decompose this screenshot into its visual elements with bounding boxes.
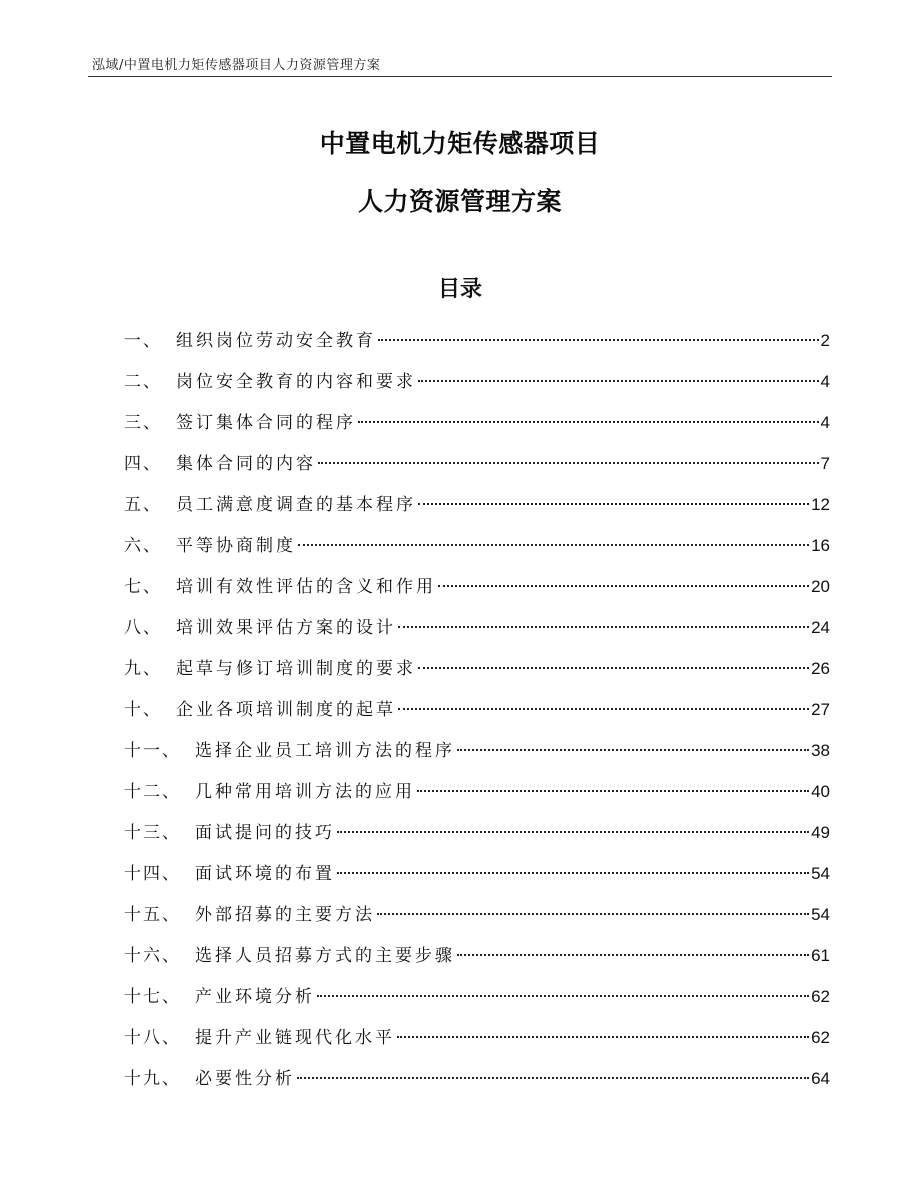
toc-entry-number: 七 <box>124 577 143 597</box>
toc-entry-number: 十三 <box>124 823 162 843</box>
toc-entry[interactable] <box>124 648 830 689</box>
toc-heading: 目录 <box>437 277 482 302</box>
toc-entry-number: 五 <box>124 495 143 515</box>
toc-entry-page: 20 <box>811 577 830 596</box>
toc-entry-separator: 、 <box>162 946 179 966</box>
toc-entry-label: 培训有效性评估的含义和作用 <box>176 577 436 597</box>
toc-entry-label: 面试环境的布置 <box>195 864 335 884</box>
toc-dot-leader <box>378 339 819 341</box>
toc-entry-label: 起草与修订培训制度的要求 <box>176 659 416 679</box>
toc-entry-separator: 、 <box>162 741 179 761</box>
toc-entry-label: 组织岗位劳动安全教育 <box>176 331 376 351</box>
toc-entry-separator: 、 <box>143 700 160 720</box>
toc-entry[interactable] <box>124 566 830 607</box>
toc-entry-label: 外部招募的主要方法 <box>195 905 375 925</box>
toc-entry-label: 提升产业链现代化水平 <box>195 1028 395 1048</box>
toc-entry-number: 二 <box>124 372 143 392</box>
toc-entry[interactable] <box>124 443 830 484</box>
toc-dot-leader <box>318 462 819 464</box>
toc-entry[interactable] <box>124 484 830 525</box>
toc-entry[interactable] <box>124 894 830 935</box>
toc-entry[interactable] <box>124 525 830 566</box>
header-rule <box>88 76 832 77</box>
toc-entry-page: 54 <box>811 864 830 883</box>
toc-dot-leader <box>418 503 809 505</box>
toc-dot-leader <box>417 790 809 792</box>
toc-entry[interactable] <box>124 812 830 853</box>
table-of-contents <box>124 320 830 1099</box>
toc-entry-label: 产业环境分析 <box>195 987 315 1007</box>
running-header: 泓域/中置电机力矩传感器项目人力资源管理方案 <box>92 58 381 73</box>
toc-entry-number: 十二 <box>124 782 162 802</box>
document-title-line1: 中置电机力矩传感器项目 <box>319 129 601 158</box>
toc-entry-separator: 、 <box>143 454 160 474</box>
toc-entry-separator: 、 <box>162 987 179 1007</box>
toc-entry-number: 三 <box>124 413 143 433</box>
toc-entry-label: 岗位安全教育的内容和要求 <box>176 372 416 392</box>
toc-entry-number: 十五 <box>124 905 162 925</box>
toc-entry-page: 24 <box>811 618 830 637</box>
toc-dot-leader <box>337 872 809 874</box>
toc-entry-page: 49 <box>811 823 830 842</box>
toc-entry-page: 62 <box>811 1028 830 1047</box>
toc-entry-page: 27 <box>811 700 830 719</box>
toc-entry-label: 选择企业员工培训方法的程序 <box>195 741 455 761</box>
toc-entry-number: 一 <box>124 331 143 351</box>
toc-entry-separator: 、 <box>143 495 160 515</box>
toc-dot-leader <box>418 380 819 382</box>
toc-entry-page: 40 <box>811 782 830 801</box>
toc-entry-label: 几种常用培训方法的应用 <box>195 782 415 802</box>
toc-entry-label: 面试提问的技巧 <box>195 823 335 843</box>
toc-entry-number: 九 <box>124 659 143 679</box>
toc-entry-number: 四 <box>124 454 143 474</box>
toc-entry[interactable] <box>124 976 830 1017</box>
toc-entry-label: 集体合同的内容 <box>176 454 316 474</box>
toc-dot-leader <box>317 995 809 997</box>
toc-entry[interactable] <box>124 320 830 361</box>
toc-entry-number: 八 <box>124 618 143 638</box>
toc-entry-number: 六 <box>124 536 143 556</box>
toc-entry-number: 十六 <box>124 946 162 966</box>
toc-entry[interactable] <box>124 402 830 443</box>
toc-entry[interactable] <box>124 689 830 730</box>
toc-entry[interactable] <box>124 771 830 812</box>
toc-entry-number: 十四 <box>124 864 162 884</box>
toc-entry-separator: 、 <box>162 905 179 925</box>
toc-entry-label: 签订集体合同的程序 <box>176 413 356 433</box>
toc-dot-leader <box>358 421 819 423</box>
toc-entry-separator: 、 <box>143 618 160 638</box>
toc-dot-leader <box>298 544 809 546</box>
toc-entry-number: 十 <box>124 700 143 720</box>
toc-entry-number: 十七 <box>124 987 162 1007</box>
toc-entry-label: 培训效果评估方案的设计 <box>176 618 396 638</box>
toc-dot-leader <box>418 667 809 669</box>
toc-entry-number: 十九 <box>124 1069 162 1089</box>
toc-entry-label: 选择人员招募方式的主要步骤 <box>195 946 455 966</box>
toc-entry-page: 7 <box>820 454 830 473</box>
toc-entry[interactable] <box>124 730 830 771</box>
toc-entry-label: 必要性分析 <box>195 1069 295 1089</box>
toc-entry-separator: 、 <box>143 413 160 433</box>
toc-entry-page: 12 <box>811 495 830 514</box>
toc-entry-page: 16 <box>811 536 830 555</box>
toc-dot-leader <box>438 585 809 587</box>
toc-entry[interactable] <box>124 361 830 402</box>
toc-entry-page: 4 <box>820 413 830 432</box>
toc-dot-leader <box>377 913 809 915</box>
document-title-line2: 人力资源管理方案 <box>357 187 562 216</box>
toc-dot-leader <box>297 1077 809 1079</box>
toc-dot-leader <box>337 831 809 833</box>
toc-entry-page: 61 <box>811 946 830 965</box>
toc-entry[interactable] <box>124 853 830 894</box>
toc-entry-page: 38 <box>811 741 830 760</box>
toc-entry-page: 4 <box>820 372 830 391</box>
toc-entry-separator: 、 <box>143 659 160 679</box>
toc-entry-page: 62 <box>811 987 830 1006</box>
toc-entry-page: 54 <box>811 905 830 924</box>
toc-entry-label: 企业各项培训制度的起草 <box>176 700 396 720</box>
toc-entry-separator: 、 <box>162 1028 179 1048</box>
toc-entry-number: 十八 <box>124 1028 162 1048</box>
toc-dot-leader <box>397 1036 809 1038</box>
toc-dot-leader <box>398 708 809 710</box>
toc-entry-separator: 、 <box>162 1069 179 1089</box>
toc-entry-page: 64 <box>811 1069 830 1088</box>
toc-entry-separator: 、 <box>143 372 160 392</box>
toc-entry[interactable] <box>124 935 830 976</box>
toc-entry-number: 十一 <box>124 741 162 761</box>
toc-entry-separator: 、 <box>143 577 160 597</box>
toc-entry-page: 2 <box>820 331 830 350</box>
toc-entry-separator: 、 <box>162 782 179 802</box>
toc-entry[interactable] <box>124 607 830 648</box>
toc-entry-separator: 、 <box>143 536 160 556</box>
toc-entry-separator: 、 <box>143 331 160 351</box>
toc-dot-leader <box>457 749 809 751</box>
toc-dot-leader <box>398 626 809 628</box>
toc-entry[interactable] <box>124 1058 830 1099</box>
toc-dot-leader <box>457 954 809 956</box>
toc-entry-page: 26 <box>811 659 830 678</box>
toc-entry-label: 员工满意度调查的基本程序 <box>176 495 416 515</box>
toc-entry-separator: 、 <box>162 864 179 884</box>
toc-entry[interactable] <box>124 1017 830 1058</box>
toc-entry-separator: 、 <box>162 823 179 843</box>
toc-entry-label: 平等协商制度 <box>176 536 296 556</box>
